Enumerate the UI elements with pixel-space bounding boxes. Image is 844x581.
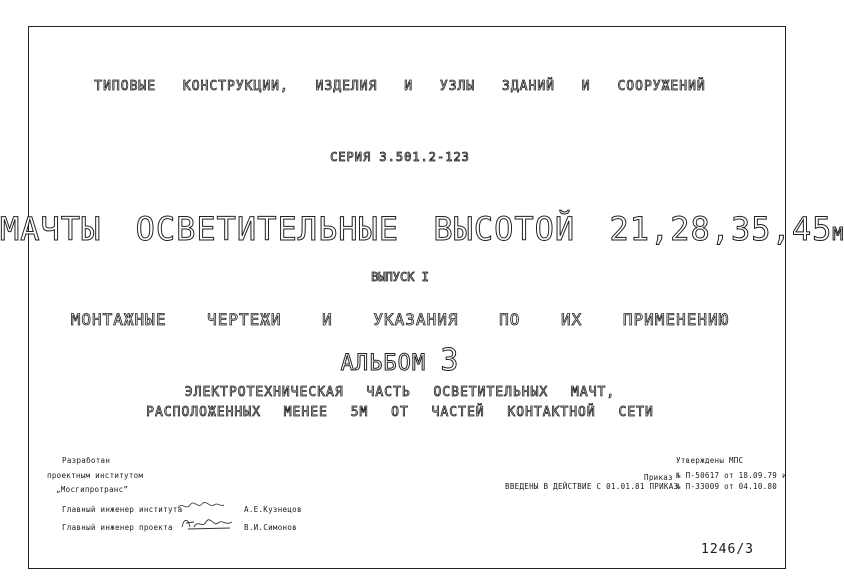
description-line-1: ЭЛЕКТРОТЕХНИЧЕСКАЯ ЧАСТЬ ОСВЕТИТЕЛЬНЫХ МАЧТ, <box>184 385 616 400</box>
album-word: АЛЬБОМ <box>340 351 427 376</box>
signature-2 <box>180 515 236 531</box>
approved-by: Утверждены МПС <box>676 456 744 465</box>
staff-role-1: Главный инженер института <box>62 505 183 514</box>
series-number: СЕРИЯ 3.501.2-123 <box>330 150 470 164</box>
signature-1 <box>176 499 226 513</box>
order-2: № П-33009 от 04.10.80 <box>676 482 778 491</box>
document-title <box>0 210 844 248</box>
developer-line-1: Разработан <box>62 456 111 465</box>
album-label <box>0 343 800 378</box>
developer-line-2: проектным институтом <box>47 471 144 480</box>
title-unit: М <box>832 224 844 245</box>
staff-name-2: В.И.Симонов <box>244 523 297 532</box>
description-line-2: РАСПОЛОЖЕННЫХ МЕНЕЕ 5М ОТ ЧАСТЕЙ КОНТАКТНОЙ СЕТИ <box>146 405 654 420</box>
issue-label: ВЫПУСК I <box>371 270 429 284</box>
order-label: Приказ <box>644 473 673 482</box>
staff-role-2: Главный инженер проекта <box>62 523 173 532</box>
developer-line-3: „Мосгипротранс” <box>56 485 129 494</box>
staff-name-1: А.Е.Кузнецов <box>244 505 302 514</box>
series-title: ТИПОВЫЕ КОНСТРУКЦИИ, ИЗДЕЛИЯ И УЗЛЫ ЗДАНИЙ И СООРУЖЕНИЙ <box>94 79 706 94</box>
order-1: № П-50617 от 18.09.79 и <box>676 471 787 480</box>
title-main: МАЧТЫ ОСВЕТИТЕЛЬНЫЕ ВЫСОТОЙ 21,28,35,45 <box>0 210 833 248</box>
sheet-number: 1246/3 <box>701 542 754 557</box>
effective-date: ВВЕДЕНЫ В ДЕЙСТВИЕ С 01.01.81 ПРИКАЗ <box>505 482 679 491</box>
subtitle: МОНТАЖНЫЕ ЧЕРТЕЖИ И УКАЗАНИЯ ПО ИХ ПРИМЕНЕНИЮ <box>70 310 730 329</box>
album-number: 3 <box>440 343 460 378</box>
